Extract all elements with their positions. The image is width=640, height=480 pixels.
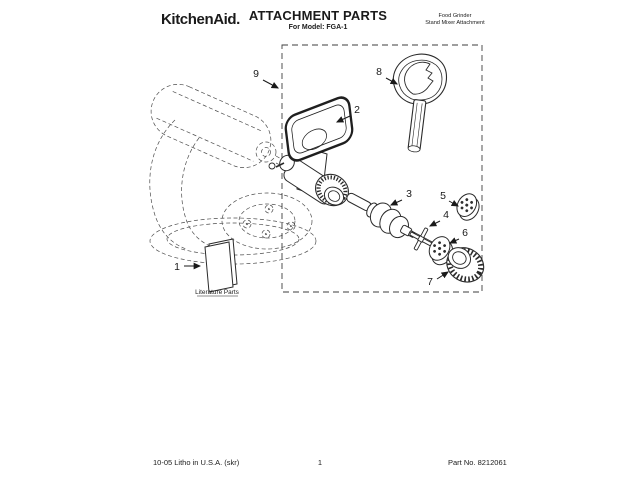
model-subtitle: For Model: FGA-1: [288, 24, 348, 31]
callout-6: 6: [462, 227, 468, 239]
mixer-hub: [256, 142, 276, 162]
print-info: 10-05 Litho in U.S.A. (skr): [153, 458, 240, 467]
part-1-literature-booklet: [205, 239, 237, 292]
callout-8: 8: [376, 66, 382, 78]
page-number: 1: [317, 458, 323, 467]
page-title: ATTACHMENT PARTS: [248, 8, 388, 23]
kitchenaid-logo: KitchenAid.: [161, 11, 240, 28]
part-5-grinding-plate: [452, 190, 484, 224]
part-number: Part No. 8212061: [448, 458, 507, 467]
part-8-wrench: [393, 54, 446, 152]
callout-5: 5: [440, 190, 446, 202]
literature-parts-label: Literature Parts: [195, 289, 239, 296]
callout-7: 7: [427, 276, 433, 288]
callout-1: 1: [174, 261, 180, 273]
attachment-name-line2: Stand Mixer Attachment: [425, 20, 485, 26]
part-2-food-tray: [284, 94, 353, 163]
callout-2: 2: [354, 104, 360, 116]
callout-9: 9: [253, 68, 259, 80]
callout-4: 4: [443, 209, 449, 221]
attachment-name-line1: Food Grinder: [438, 13, 472, 19]
callout-3: 3: [406, 188, 412, 200]
hub-pin: [269, 163, 275, 169]
